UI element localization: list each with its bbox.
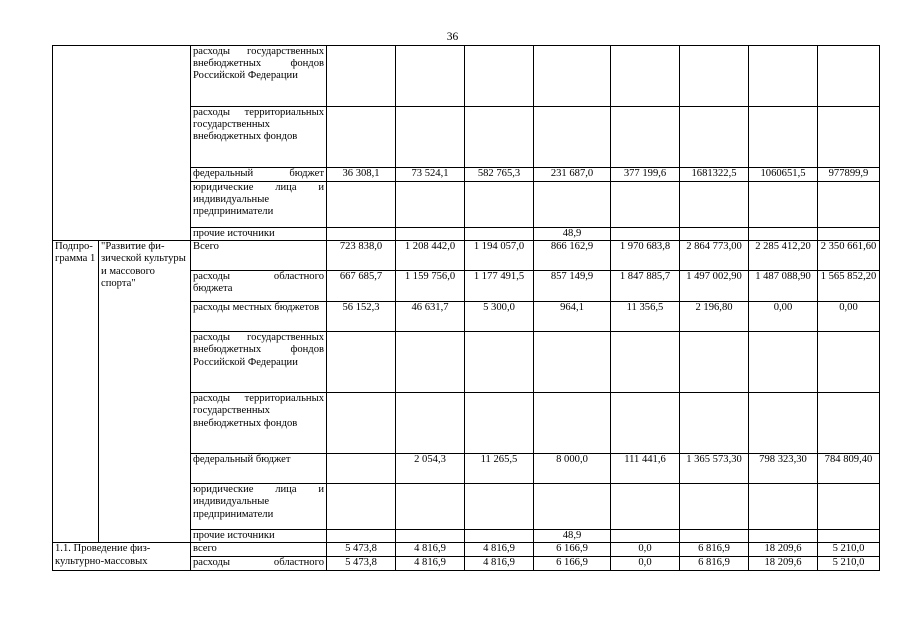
value-cell: 231 687,0	[534, 168, 611, 182]
page-number: 36	[446, 31, 459, 43]
value-cell: 1 497 002,90	[680, 271, 749, 302]
value-cell: 48,9	[534, 228, 611, 241]
value-cell	[465, 393, 534, 454]
value-cell	[611, 484, 680, 530]
value-cell	[611, 530, 680, 543]
value-cell: 1 847 885,7	[611, 271, 680, 302]
value-cell	[818, 332, 880, 393]
value-cell	[396, 228, 465, 241]
value-cell	[534, 46, 611, 107]
value-cell	[680, 332, 749, 393]
value-cell: 4 816,9	[396, 557, 465, 570]
value-cell	[818, 393, 880, 454]
value-cell: 2 350 661,60	[818, 241, 880, 271]
value-cell: 1060651,5	[749, 168, 818, 182]
value-cell: 5 473,8	[327, 543, 396, 557]
value-cell: 0,0	[611, 543, 680, 557]
table-row	[53, 46, 880, 107]
value-cell	[749, 46, 818, 107]
value-cell	[611, 46, 680, 107]
value-cell: 36 308,1	[327, 168, 396, 182]
value-cell	[749, 530, 818, 543]
value-cell	[465, 484, 534, 530]
value-cell: 977899,9	[818, 168, 880, 182]
value-cell	[465, 530, 534, 543]
value-cell: 723 838,0	[327, 241, 396, 271]
value-cell	[749, 484, 818, 530]
value-cell: 6 166,9	[534, 543, 611, 557]
value-cell: 1 159 756,0	[396, 271, 465, 302]
value-cell	[749, 182, 818, 228]
value-cell	[611, 228, 680, 241]
value-cell	[327, 46, 396, 107]
value-cell: 11 265,5	[465, 454, 534, 484]
subprogram-code: Подпрограмма 1	[53, 241, 99, 543]
value-cell: 2 864 773,00	[680, 241, 749, 271]
source-cell: расходы государственных внебюджетных фондов Российской Федерации	[191, 332, 327, 393]
value-cell	[749, 107, 818, 168]
value-cell	[534, 393, 611, 454]
value-cell	[611, 393, 680, 454]
value-cell	[327, 107, 396, 168]
value-cell	[465, 182, 534, 228]
value-cell	[818, 530, 880, 543]
value-cell	[396, 182, 465, 228]
subprogram-title: "Развитие физической культуры и массового спорта"	[99, 241, 191, 543]
source-cell: расходы областного бюджета	[191, 271, 327, 302]
value-cell: 1 177 491,5	[465, 271, 534, 302]
value-cell: 4 816,9	[465, 543, 534, 557]
value-cell	[327, 182, 396, 228]
source-cell: расходы территориальных государственных внебюджетных фондов	[191, 393, 327, 454]
value-cell: 0,00	[818, 302, 880, 332]
value-cell	[396, 107, 465, 168]
value-cell: 1 565 852,20	[818, 271, 880, 302]
value-cell: 667 685,7	[327, 271, 396, 302]
value-cell: 11 356,5	[611, 302, 680, 332]
value-cell	[611, 107, 680, 168]
value-cell: 2 054,3	[396, 454, 465, 484]
value-cell: 784 809,40	[818, 454, 880, 484]
value-cell: 2 196,80	[680, 302, 749, 332]
source-cell: всего	[191, 543, 327, 557]
value-cell	[611, 332, 680, 393]
value-cell: 6 816,9	[680, 543, 749, 557]
value-cell: 0,0	[611, 557, 680, 570]
value-cell	[327, 332, 396, 393]
value-cell	[396, 530, 465, 543]
value-cell	[818, 107, 880, 168]
value-cell: 5 473,8	[327, 557, 396, 570]
value-cell	[680, 228, 749, 241]
value-cell	[327, 454, 396, 484]
value-cell	[611, 182, 680, 228]
value-cell	[749, 332, 818, 393]
value-cell	[818, 228, 880, 241]
source-cell: расходы государственных внебюджетных фондов Российской Федерации	[191, 46, 327, 107]
source-cell: юридические лица и индивидуальные предприниматели	[191, 182, 327, 228]
value-cell	[818, 182, 880, 228]
value-cell	[465, 228, 534, 241]
value-cell: 1681322,5	[680, 168, 749, 182]
value-cell	[680, 393, 749, 454]
table-row	[53, 543, 880, 557]
value-cell	[465, 107, 534, 168]
value-cell: 5 210,0	[818, 557, 880, 570]
value-cell: 73 524,1	[396, 168, 465, 182]
source-cell: прочие источники	[191, 228, 327, 241]
source-cell: расходы местных бюджетов	[191, 302, 327, 332]
value-cell: 6 816,9	[680, 557, 749, 570]
value-cell: 1 365 573,30	[680, 454, 749, 484]
source-cell: Всего	[191, 241, 327, 271]
value-cell	[749, 393, 818, 454]
value-cell	[680, 530, 749, 543]
value-cell	[534, 107, 611, 168]
value-cell: 56 152,3	[327, 302, 396, 332]
value-cell	[327, 530, 396, 543]
value-cell: 4 816,9	[465, 557, 534, 570]
value-cell	[534, 332, 611, 393]
value-cell	[534, 182, 611, 228]
value-cell: 377 199,6	[611, 168, 680, 182]
value-cell	[396, 393, 465, 454]
value-cell: 1 194 057,0	[465, 241, 534, 271]
value-cell: 46 631,7	[396, 302, 465, 332]
value-cell: 1 208 442,0	[396, 241, 465, 271]
value-cell	[818, 46, 880, 107]
value-cell	[680, 182, 749, 228]
value-cell: 18 209,6	[749, 557, 818, 570]
source-cell: расходы областного	[191, 557, 327, 570]
value-cell: 964,1	[534, 302, 611, 332]
source-cell: юридические лица и индивидуальные предприниматели	[191, 484, 327, 530]
value-cell: 798 323,30	[749, 454, 818, 484]
value-cell: 4 816,9	[396, 543, 465, 557]
value-cell	[818, 484, 880, 530]
table-row	[53, 241, 880, 271]
value-cell: 866 162,9	[534, 241, 611, 271]
event-title: 1.1. Проведение физкультурно-массовых	[53, 543, 191, 570]
value-cell	[534, 484, 611, 530]
value-cell	[680, 107, 749, 168]
budget-table	[52, 45, 880, 571]
value-cell	[749, 228, 818, 241]
value-cell	[327, 228, 396, 241]
value-cell	[327, 484, 396, 530]
value-cell: 111 441,6	[611, 454, 680, 484]
value-cell	[396, 484, 465, 530]
value-cell	[396, 46, 465, 107]
value-cell	[396, 332, 465, 393]
value-cell: 6 166,9	[534, 557, 611, 570]
source-cell: прочие источники	[191, 530, 327, 543]
value-cell	[680, 46, 749, 107]
value-cell: 0,00	[749, 302, 818, 332]
value-cell	[327, 393, 396, 454]
value-cell: 5 300,0	[465, 302, 534, 332]
value-cell	[680, 484, 749, 530]
value-cell: 857 149,9	[534, 271, 611, 302]
value-cell: 2 285 412,20	[749, 241, 818, 271]
value-cell	[465, 46, 534, 107]
value-cell	[465, 332, 534, 393]
value-cell: 48,9	[534, 530, 611, 543]
value-cell: 1 970 683,8	[611, 241, 680, 271]
value-cell: 1 487 088,90	[749, 271, 818, 302]
source-cell: федеральный бюджет	[191, 168, 327, 182]
value-cell: 582 765,3	[465, 168, 534, 182]
source-cell: расходы территориальных государственных внебюджетных фондов	[191, 107, 327, 168]
value-cell: 5 210,0	[818, 543, 880, 557]
blank-cell	[53, 46, 191, 241]
value-cell: 18 209,6	[749, 543, 818, 557]
value-cell: 8 000,0	[534, 454, 611, 484]
source-cell: федеральный бюджет	[191, 454, 327, 484]
